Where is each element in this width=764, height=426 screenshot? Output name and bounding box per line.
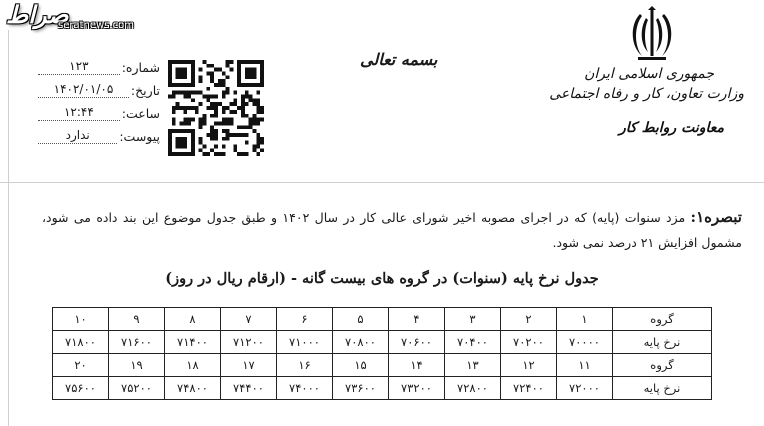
table-cell: ۱۸ xyxy=(165,354,221,377)
table-cell: ۷۲۴۰۰ xyxy=(501,377,557,400)
table-cell: ۷۳۶۰۰ xyxy=(333,377,389,400)
qr-code-icon xyxy=(168,60,264,156)
table-cell: ۵ xyxy=(333,308,389,331)
row-header: گروه xyxy=(613,354,712,377)
table-cell: ۷۰۲۰۰ xyxy=(501,331,557,354)
table-cell: ۶ xyxy=(277,308,333,331)
table-cell: ۱۲ xyxy=(501,354,557,377)
table-cell: ۷۴۰۰۰ xyxy=(277,377,333,400)
table-cell: ۷۵۶۰۰ xyxy=(53,377,109,400)
emblem-icon xyxy=(630,6,674,62)
table-cell: ۱۴ xyxy=(389,354,445,377)
table-cell: ۷۱۲۰۰ xyxy=(221,331,277,354)
table-cell: ۱۷ xyxy=(221,354,277,377)
watermark-url: seratnews.com xyxy=(58,20,134,31)
table-cell: ۳ xyxy=(445,308,501,331)
table-row xyxy=(53,377,712,400)
watermark-logo: صراط xyxy=(6,0,69,29)
document-meta xyxy=(38,52,160,144)
country-name: جمهوری اسلامی ایران xyxy=(584,66,714,82)
table-cell: ۷۱۶۰۰ xyxy=(109,331,165,354)
meta-date-value: ۱۴۰۲/۰۱/۰۵ xyxy=(38,82,129,98)
row-header: گروه xyxy=(613,308,712,331)
row-header: نرخ پایه xyxy=(613,377,712,400)
table-cell: ۷۲۸۰۰ xyxy=(445,377,501,400)
table-row xyxy=(53,308,712,331)
table-cell: ۱۱ xyxy=(557,354,613,377)
bismillah: بسمه تعالی xyxy=(360,50,438,69)
ministry-name: وزارت تعاون، کار و رفاه اجتماعی xyxy=(549,86,744,102)
row-header: نرخ پایه xyxy=(613,331,712,354)
table-cell: ۱۹ xyxy=(109,354,165,377)
table-cell: ۷۴۸۰۰ xyxy=(165,377,221,400)
table-cell: ۱۶ xyxy=(277,354,333,377)
table-cell: ۷۱۰۰۰ xyxy=(277,331,333,354)
table-row xyxy=(53,331,712,354)
ministry-block xyxy=(549,66,744,136)
table-cell: ۴ xyxy=(389,308,445,331)
meta-number: شماره: ۱۲۳ xyxy=(38,52,160,75)
table-cell: ۷۵۲۰۰ xyxy=(109,377,165,400)
table-title: جدول نرخ پایه (سنوات) در گروه های بیست گانه - (ارقام ریال در روز) xyxy=(165,270,599,287)
table-cell: ۷۴۴۰۰ xyxy=(221,377,277,400)
watermark xyxy=(0,0,150,40)
table-cell: ۱۵ xyxy=(333,354,389,377)
table-cell: ۹ xyxy=(109,308,165,331)
table-cell: ۷۰۸۰۰ xyxy=(333,331,389,354)
table-cell: ۷۰۰۰۰ xyxy=(557,331,613,354)
table-cell: ۸ xyxy=(165,308,221,331)
table-cell: ۷۲۰۰۰ xyxy=(557,377,613,400)
header-divider xyxy=(0,182,764,183)
note-paragraph xyxy=(42,205,742,255)
table-cell: ۷ xyxy=(221,308,277,331)
wage-table xyxy=(52,307,712,400)
meta-date: تاریخ: ۱۴۰۲/۰۱/۰۵ xyxy=(38,75,160,98)
table-cell: ۷۱۴۰۰ xyxy=(165,331,221,354)
meta-time-value: ۱۲:۴۴ xyxy=(38,105,120,121)
table-cell: ۲ xyxy=(501,308,557,331)
table-cell: ۱۳ xyxy=(445,354,501,377)
table-cell: ۷۰۶۰۰ xyxy=(389,331,445,354)
table-cell: ۷۰۴۰۰ xyxy=(445,331,501,354)
table-cell: ۷۳۲۰۰ xyxy=(389,377,445,400)
meta-time: ساعت: ۱۲:۴۴ xyxy=(38,98,160,121)
department-name: معاونت روابط کار xyxy=(619,120,724,136)
table-cell: ۷۱۸۰۰ xyxy=(53,331,109,354)
meta-attachment-value: ندارد xyxy=(38,128,117,144)
table-row xyxy=(53,354,712,377)
table-cell: ۱۰ xyxy=(53,308,109,331)
note-label: تبصره۱: xyxy=(690,208,742,226)
table-cell: ۲۰ xyxy=(53,354,109,377)
margin-line xyxy=(8,30,9,426)
meta-number-value: ۱۲۳ xyxy=(38,59,120,75)
meta-attachment: پیوست: ندارد xyxy=(38,121,160,144)
note-text: مزد سنوات (پایه) که در اجرای مصوبه اخیر شورای عالی کار در سال ۱۴۰۲ و طبق جدول موضوع این بند داده می شود، مشمول افزایش ۲۱ درصد نمی شود. xyxy=(42,210,742,250)
table-cell: ۱ xyxy=(557,308,613,331)
